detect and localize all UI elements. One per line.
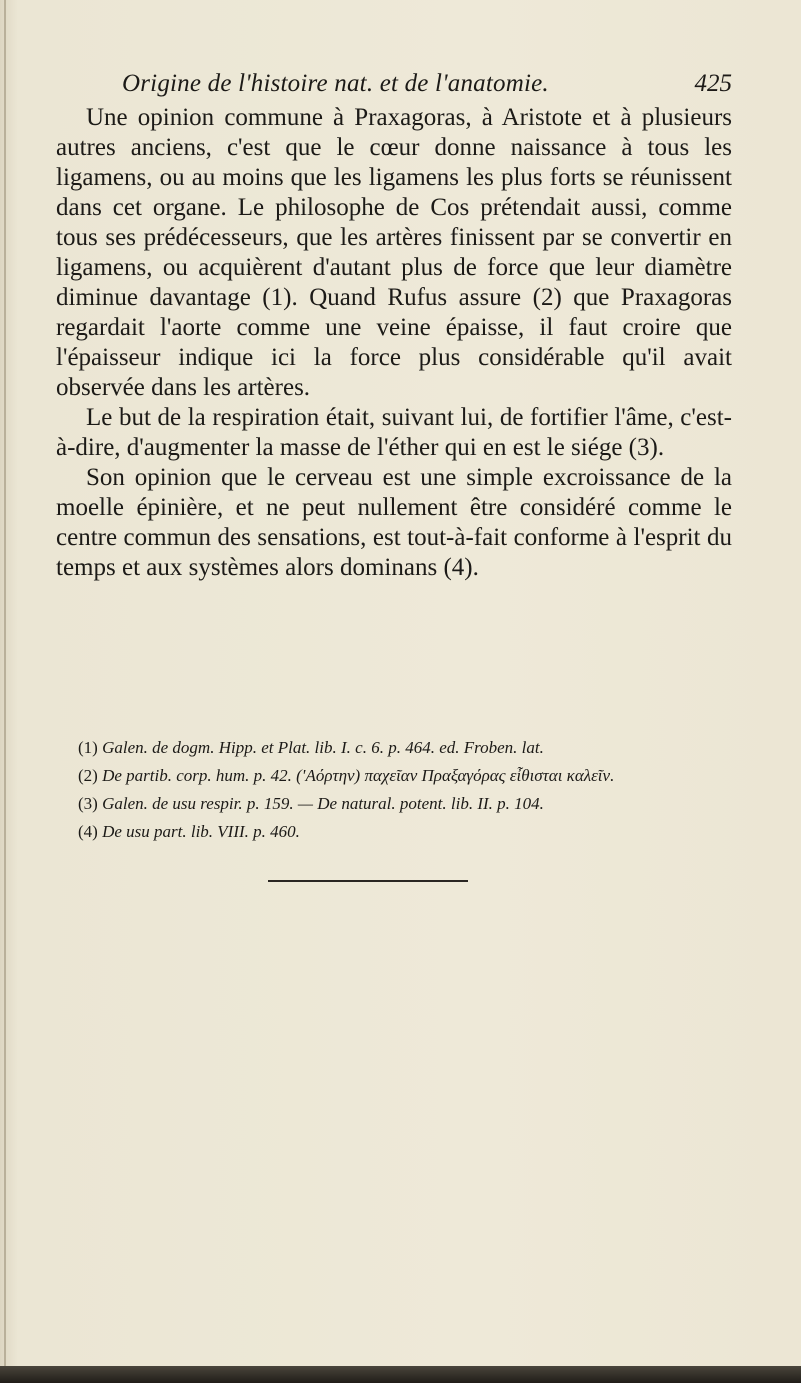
paragraph: Le but de la respiration était, suivant lui, de fortifier l'âme, c'est-à-dire, d'augmenter la masse de l'éther qui en est le siége (3). — [56, 404, 732, 461]
footnote-ref: (1) — [78, 738, 98, 757]
footnote — [56, 820, 732, 844]
footnote — [56, 736, 732, 760]
footnote — [56, 764, 732, 788]
footnote-ref: (2) — [78, 766, 98, 785]
page-gutter-edge — [4, 0, 6, 1383]
end-rule — [268, 880, 468, 882]
footnote-ref: (3) — [78, 794, 98, 813]
footnotes — [56, 736, 732, 848]
paragraph: Une opinion commune à Praxagoras, à Aristote et à plusieurs autres anciens, c'est que le cœur donne naissance à tous les ligamens, ou au moins que les ligamens les plus forts se réunissent dans cet organe. Le philosophe de Cos prétendait aussi, comme tous ses prédécesseurs, que les artères finissent par se convertir en ligamens, ou acquièrent d'autant plus de force que leur diamètre diminue davantage (1). Quand Rufus assure (2) que Praxagoras regardait l'aorte comme une veine épaisse, il faut croire que l'épaisseur indique ici la force plus considérable qu'il avait observée dans les artères. — [56, 104, 732, 401]
footnote-text: De usu part. lib. VIII. p. 460. — [102, 822, 300, 841]
page-bottom-edge — [0, 1366, 801, 1383]
footnote — [56, 792, 732, 816]
page-number: 425 — [694, 70, 732, 97]
footnote-text: Galen. de dogm. Hipp. et Plat. lib. I. c. 6. p. 464. ed. Froben. lat. — [102, 738, 544, 757]
running-header — [122, 70, 732, 106]
footnote-ref: (4) — [78, 822, 98, 841]
running-title: Origine de l'histoire nat. et de l'anatomie. — [122, 70, 549, 97]
paragraph: Son opinion que le cerveau est une simple excroissance de la moelle épinière, et ne peut nullement être considéré comme le centre commun des sensations, est tout-à-fait conforme à l'esprit du temps et aux systèmes alors dominans (4). — [56, 464, 732, 581]
footnote-text: Galen. de usu respir. p. 159. — De natural. potent. lib. II. p. 104. — [102, 794, 544, 813]
footnote-text: De partib. corp. hum. p. 42. ('Αόρτην) παχεῖαν Πραξαγόρας εἶθισται καλεῖν. — [102, 766, 615, 785]
main-text — [56, 103, 732, 583]
